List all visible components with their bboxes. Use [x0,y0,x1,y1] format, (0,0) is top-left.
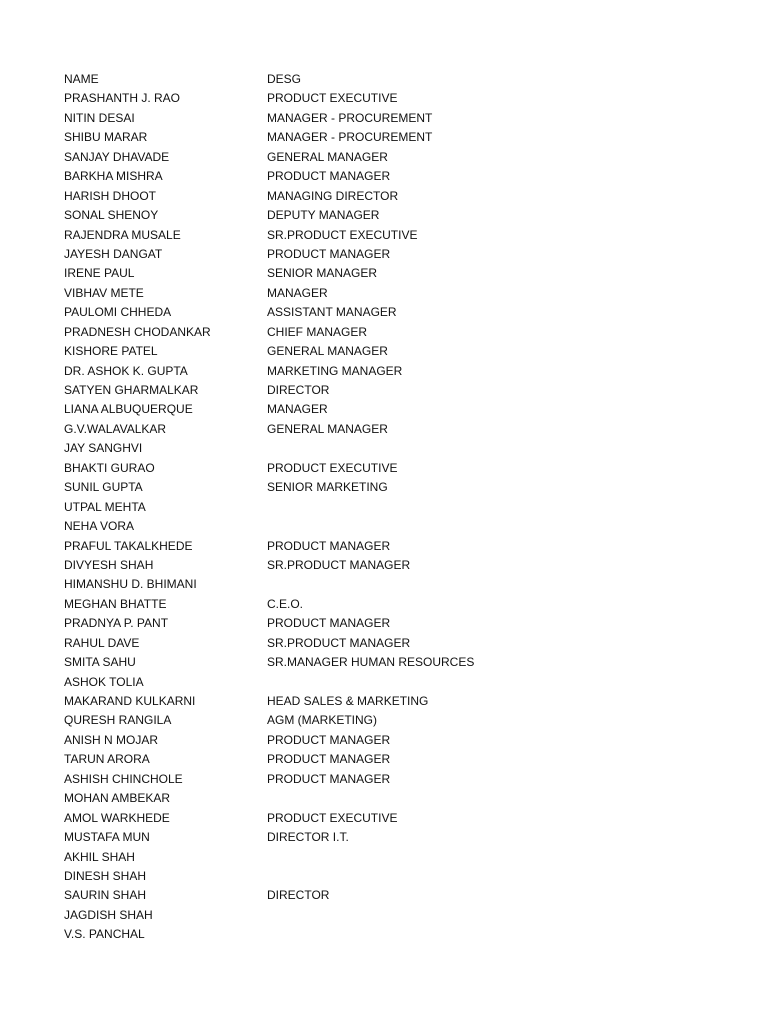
table-row [64,809,744,828]
name-cell: DR. ASHOK K. GUPTA [64,363,188,378]
name-cell: SHIBU MARAR [64,130,148,145]
designation-cell: PRODUCT MANAGER [267,616,391,631]
name-cell: VIBHAV METE [64,285,144,300]
name-cell: ASHOK TOLIA [64,674,144,689]
name-cell: ANISH N MOJAR [64,732,159,747]
name-cell: DIVYESH SHAH [64,557,154,572]
designation-cell: GENERAL MANAGER [267,344,388,359]
designation-cell: DEPUTY MANAGER [267,208,380,223]
table-row [64,167,744,186]
designation-cell: PRODUCT MANAGER [267,169,391,184]
designation-cell: DIRECTOR [267,888,330,903]
table-row [64,498,744,517]
designation-cell: C.E.O. [267,596,304,611]
table-row [64,575,744,594]
name-cell: TARUN ARORA [64,752,150,767]
table-row [64,187,744,206]
name-cell: HIMANSHU D. BHIMANI [64,577,197,592]
designation-cell: DIRECTOR [267,383,330,397]
designation-cell: PRODUCT EXECUTIVE [267,460,398,475]
designation-cell [267,789,744,808]
designation-cell [267,575,744,594]
table-row [64,867,744,886]
name-cell: BHAKTI GURAO [64,460,155,475]
designation-cell [267,498,744,517]
designation-cell: SR.PRODUCT MANAGER [267,635,411,650]
table-row [64,750,744,769]
table-row [64,439,744,458]
header-row [64,70,744,89]
designation-cell: ASSISTANT MANAGER [267,305,397,320]
name-cell: SONAL SHENOY [64,208,159,223]
name-cell: LIANA ALBUQUERQUE [64,402,193,417]
designation-cell: PRODUCT MANAGER [267,246,391,261]
designation-cell: PRODUCT MANAGER [267,538,391,553]
name-cell: SMITA SAHU [64,655,136,670]
name-cell: BARKHA MISHRA [64,169,163,184]
designation-cell: PRODUCT MANAGER [267,732,391,747]
name-cell: PRASHANTH J. RAO [64,91,181,106]
name-cell: PRAFUL TAKALKHEDE [64,538,193,553]
name-cell: AMOL WARKHEDE [64,810,170,825]
designation-cell [267,867,744,886]
table-row [64,381,744,400]
name-cell: MUSTAFA MUN [64,830,150,845]
name-designation-sheet [64,70,744,945]
designation-cell: SENIOR MANAGER [267,266,378,281]
designation-cell: PRODUCT EXECUTIVE [267,91,398,106]
name-cell: SAURIN SHAH [64,888,147,903]
name-cell: AKHIL SHAH [64,849,135,864]
name-cell: QURESH RANGILA [64,713,172,728]
table-row [64,711,744,730]
table-row [64,89,744,108]
name-cell: SANJAY DHAVADE [64,149,170,164]
name-cell: PRADNYA P. PANT [64,616,169,631]
table-row [64,770,744,789]
designation-cell: SENIOR MARKETING [267,480,388,495]
table-row [64,848,744,867]
designation-cell: MANAGER - PROCUREMENT [267,130,433,145]
name-cell: JAY SANGHVI [64,441,143,456]
table-row [64,789,744,808]
designation-cell: DIRECTOR I.T. [267,830,349,845]
table-row [64,128,744,147]
table-row [64,595,744,614]
table-row [64,206,744,225]
name-cell: SUNIL GUPTA [64,480,143,495]
designation-column-header: DESG [267,72,302,86]
table-row [64,342,744,361]
table-row [64,400,744,419]
designation-cell: SR.PRODUCT MANAGER [267,557,411,572]
name-column-header: NAME [64,72,99,86]
designation-cell: SR.PRODUCT EXECUTIVE [267,227,418,242]
name-cell: JAGDISH SHAH [64,907,153,922]
name-cell: RAJENDRA MUSALE [64,227,181,242]
table-row [64,537,744,556]
table-row [64,303,744,322]
designation-cell: CHIEF MANAGER [267,324,368,339]
name-cell: DINESH SHAH [64,868,147,883]
designation-cell: MANAGING DIRECTOR [267,188,399,203]
designation-cell: PRODUCT EXECUTIVE [267,810,398,825]
designation-cell: PRODUCT MANAGER [267,752,391,767]
name-cell: SATYEN GHARMALKAR [64,383,199,397]
designation-cell: AGM (MARKETING) [267,713,377,728]
name-cell: NITIN DESAI [64,110,135,125]
table-row [64,517,744,536]
table-row [64,478,744,497]
name-cell: IRENE PAUL [64,266,135,281]
table-body [64,89,744,944]
designation-cell [267,925,744,944]
name-cell: MEGHAN BHATTE [64,596,167,611]
designation-cell [267,848,744,867]
table-row [64,109,744,128]
designation-cell [267,517,744,536]
name-cell: HARISH DHOOT [64,188,157,203]
designation-cell [267,673,744,692]
table-row [64,614,744,633]
designation-cell: PRODUCT MANAGER [267,771,391,786]
designation-cell: MANAGER [267,402,328,417]
name-cell: V.S. PANCHAL [64,927,145,942]
table-row [64,673,744,692]
table-row [64,925,744,944]
designation-cell: MANAGER - PROCUREMENT [267,110,433,125]
table-row [64,731,744,750]
table-row [64,148,744,167]
designation-cell [267,906,744,925]
designation-cell: MANAGER [267,285,328,300]
table-row [64,362,744,381]
table-row [64,459,744,478]
table-row [64,264,744,283]
table-row [64,692,744,711]
designation-cell: GENERAL MANAGER [267,149,388,164]
name-cell: MOHAN AMBEKAR [64,791,171,806]
designation-cell [267,439,744,458]
name-cell: JAYESH DANGAT [64,246,163,261]
name-cell: PRADNESH CHODANKAR [64,324,211,339]
name-cell: RAHUL DAVE [64,635,140,650]
table-row [64,886,744,905]
table-row [64,245,744,264]
designation-cell: HEAD SALES & MARKETING [267,694,429,708]
table-row [64,420,744,439]
table-row [64,284,744,303]
name-cell: MAKARAND KULKARNI [64,694,196,708]
table-row [64,556,744,575]
table-row [64,906,744,925]
designation-cell: SR.MANAGER HUMAN RESOURCES [267,655,475,670]
name-cell: G.V.WALAVALKAR [64,421,167,436]
name-cell: NEHA VORA [64,519,135,534]
table-row [64,828,744,847]
table-row [64,226,744,245]
table-row [64,323,744,342]
name-cell: PAULOMI CHHEDA [64,305,172,320]
designation-cell: MARKETING MANAGER [267,363,403,378]
name-cell: UTPAL MEHTA [64,499,146,514]
name-cell: KISHORE PATEL [64,344,158,359]
name-cell: ASHISH CHINCHOLE [64,771,183,786]
table-row [64,653,744,672]
table-row [64,634,744,653]
designation-cell: GENERAL MANAGER [267,421,388,436]
